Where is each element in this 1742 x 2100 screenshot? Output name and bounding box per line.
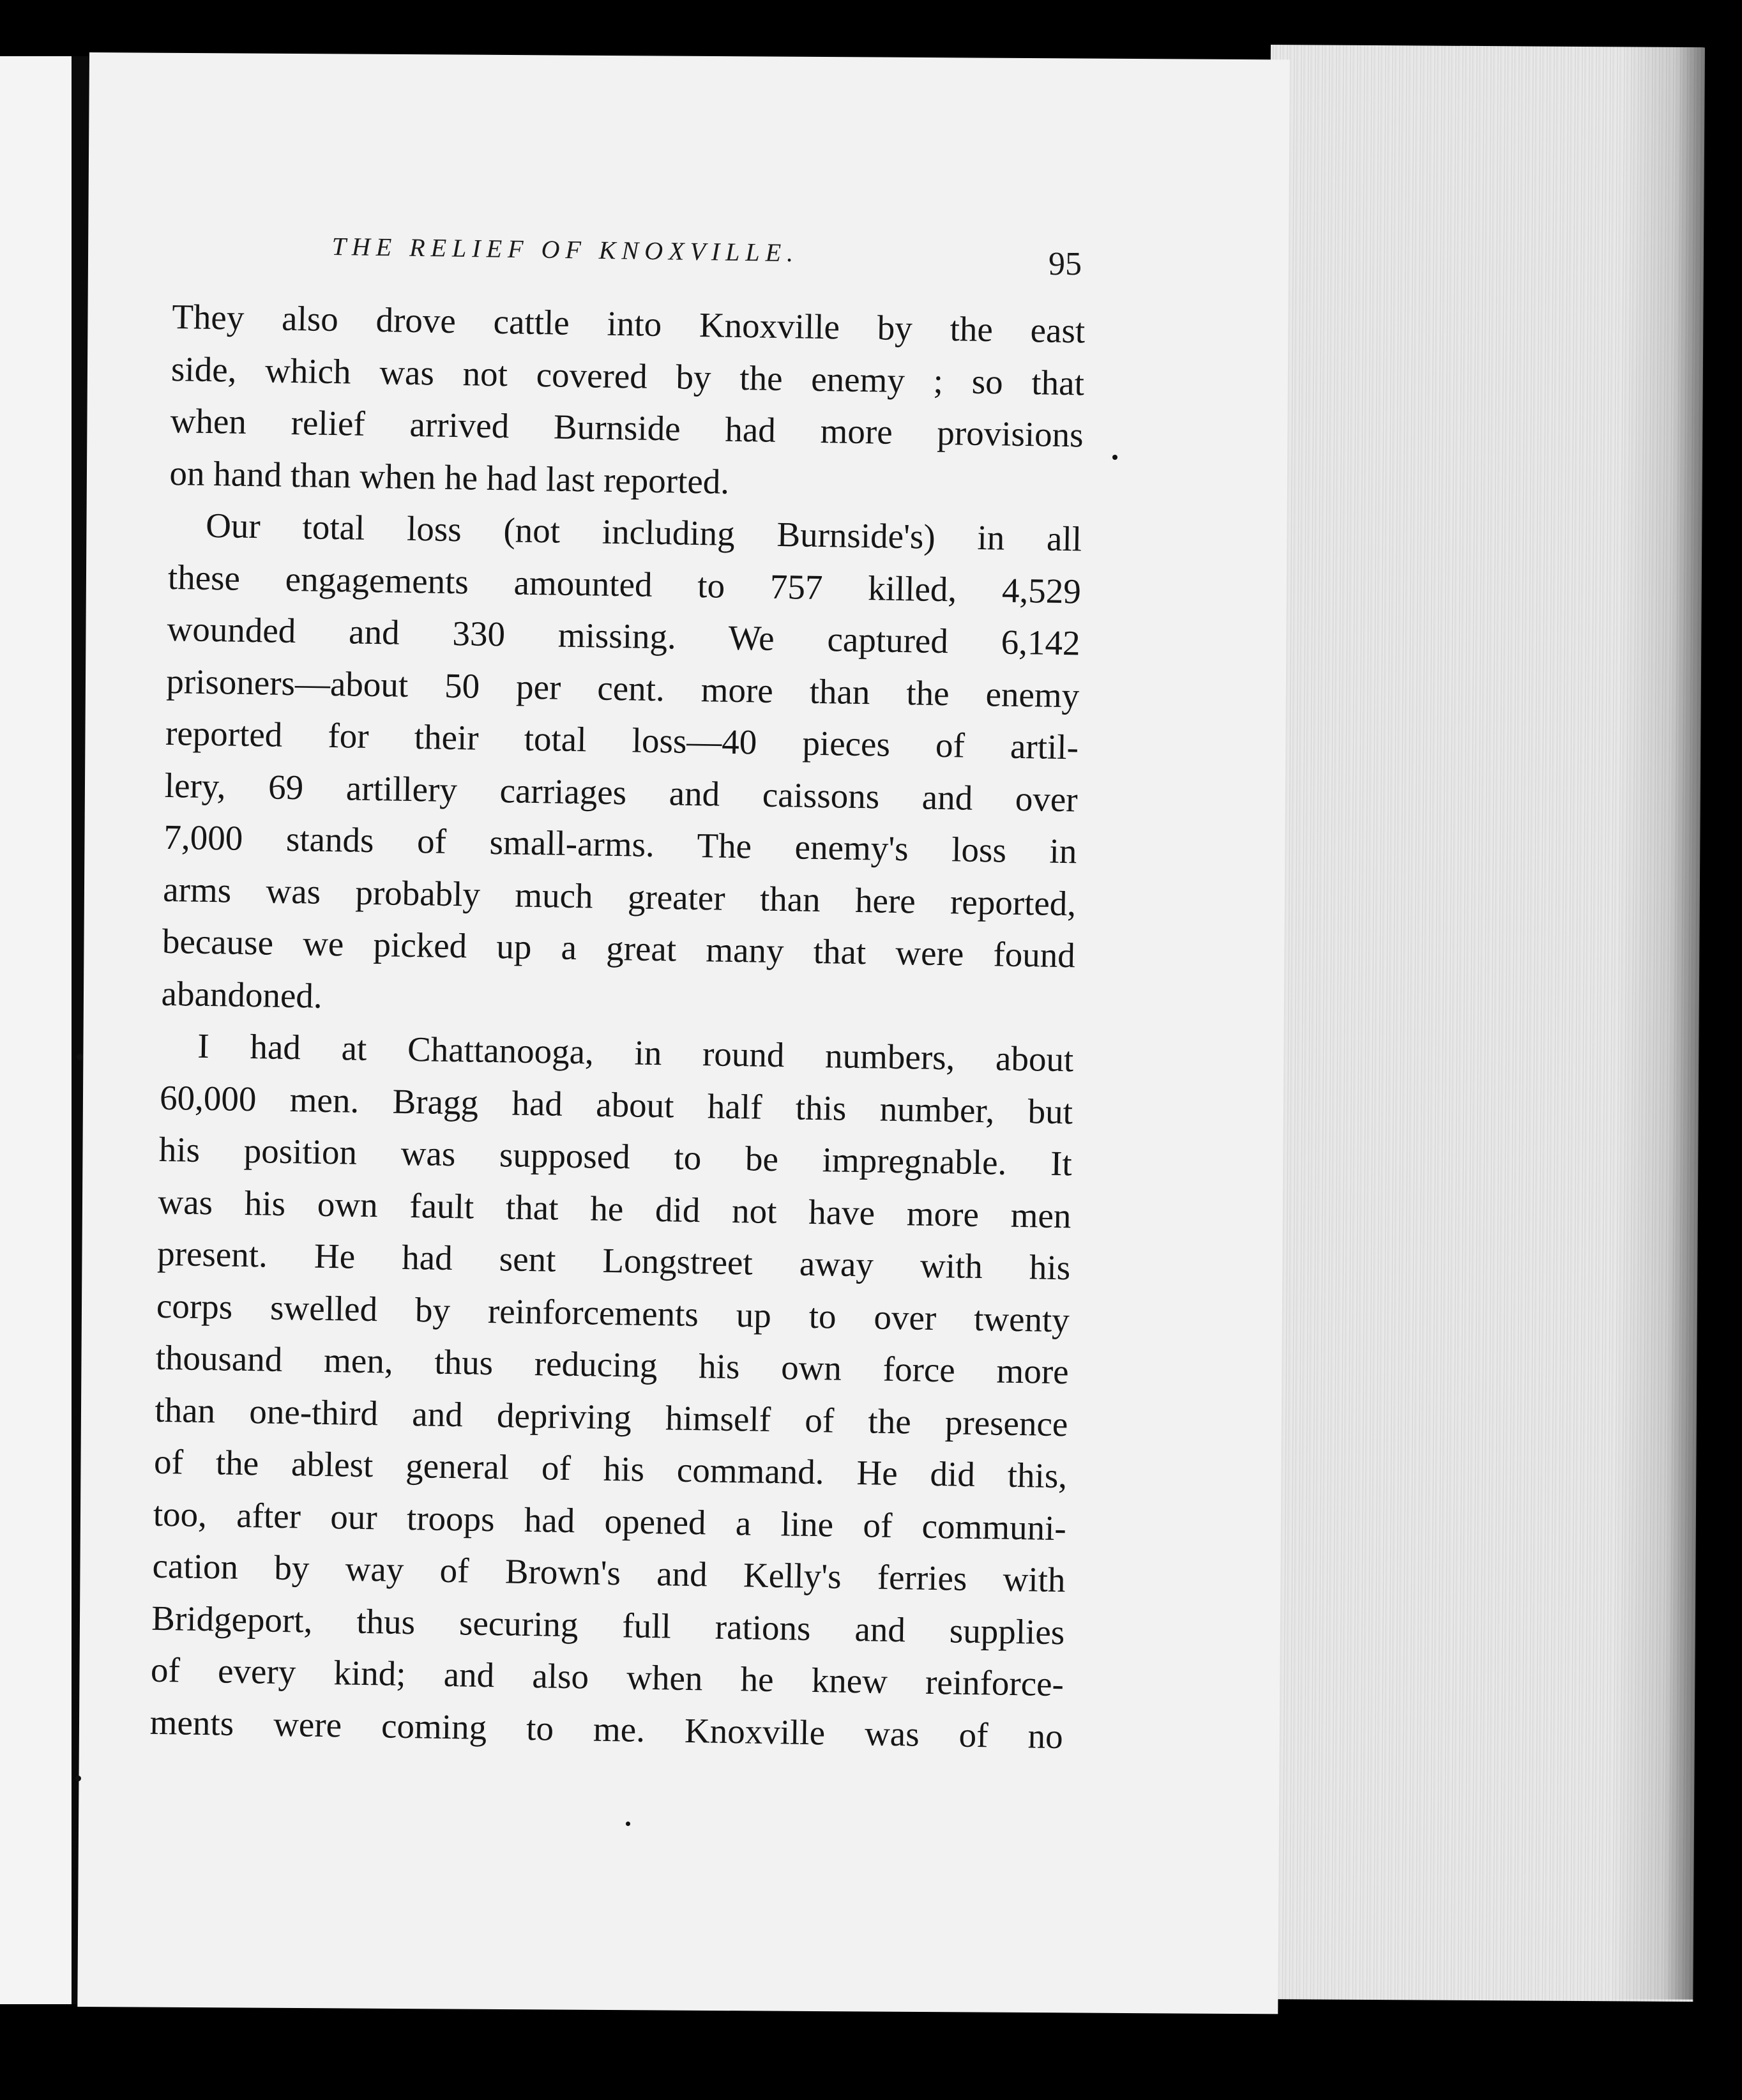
text-line: these engagements amounted to 757 killed, 4,529 (167, 557, 1082, 611)
text-line: I had at Chattanooga, in round numbers, about (197, 1026, 1074, 1079)
text-line: cation by way of Brown's and Kelly's ferries with (152, 1546, 1066, 1600)
text-line: too, after our troops had opened a line of communi- (153, 1494, 1067, 1548)
text-line: side, which was not covered by the enemy ; so that (170, 349, 1085, 402)
text-line: abandoned. (161, 973, 323, 1016)
scan-speck (1112, 455, 1117, 460)
page-number: 95 (1049, 246, 1082, 282)
text-line: present. He had sent Longstreet away with his (156, 1233, 1071, 1288)
text-line: reported for their total loss—40 pieces of artil- (165, 713, 1079, 767)
text-line: than one-third and depriving himself of the presence (155, 1390, 1068, 1443)
text-line: of every kind; and also when he knew reinforce- (150, 1650, 1064, 1704)
text-line: lery, 69 artillery carriages and caissons and over (164, 765, 1079, 819)
text-line: 7,000 stands of small-arms. The enemy's loss in (163, 817, 1077, 871)
scan-speck (77, 1054, 83, 1060)
text-line: Our total loss (not including Burnside's) in all (205, 505, 1082, 559)
page-block-shadow (1610, 45, 1711, 2000)
text-line: was his own fault that he did not have more men (158, 1182, 1072, 1235)
text-line: because we picked up a great many that were found (162, 921, 1076, 975)
text-line: prisoners—about 50 per cent. more than the enemy (165, 661, 1080, 715)
facing-page-edge (0, 56, 72, 2004)
scan-speck (626, 1822, 630, 1826)
text-line: ments were coming to me. Knoxville was of no (149, 1702, 1064, 1756)
text-line: They also drove cattle into Knoxville by the east (171, 296, 1086, 351)
text-line: arms was probably much greater than here reported, (162, 869, 1077, 923)
text-line: corps swelled by reinforcements up to over twenty (156, 1286, 1070, 1339)
body-text (149, 291, 1086, 1762)
text-line: thousand men, thus reducing his own force more (155, 1337, 1070, 1392)
text-line: his position was supposed to be impregnable. It (158, 1129, 1073, 1183)
running-head: THE RELIEF OF KNOXVILLE. (331, 231, 799, 268)
text-line: Bridgeport, thus securing full rations and supplies (151, 1598, 1065, 1652)
scan-speck (75, 1776, 81, 1781)
text-line: wounded and 330 missing. We captured 6,142 (167, 609, 1080, 663)
text-line: 60,000 men. Bragg had about half this number, but (159, 1077, 1073, 1131)
text-line: of the ablest general of his command. He did this, (153, 1442, 1068, 1496)
text-line: when relief arrived Burnside had more provisions (170, 400, 1084, 455)
text-line: on hand than when he had last reported. (169, 453, 730, 501)
